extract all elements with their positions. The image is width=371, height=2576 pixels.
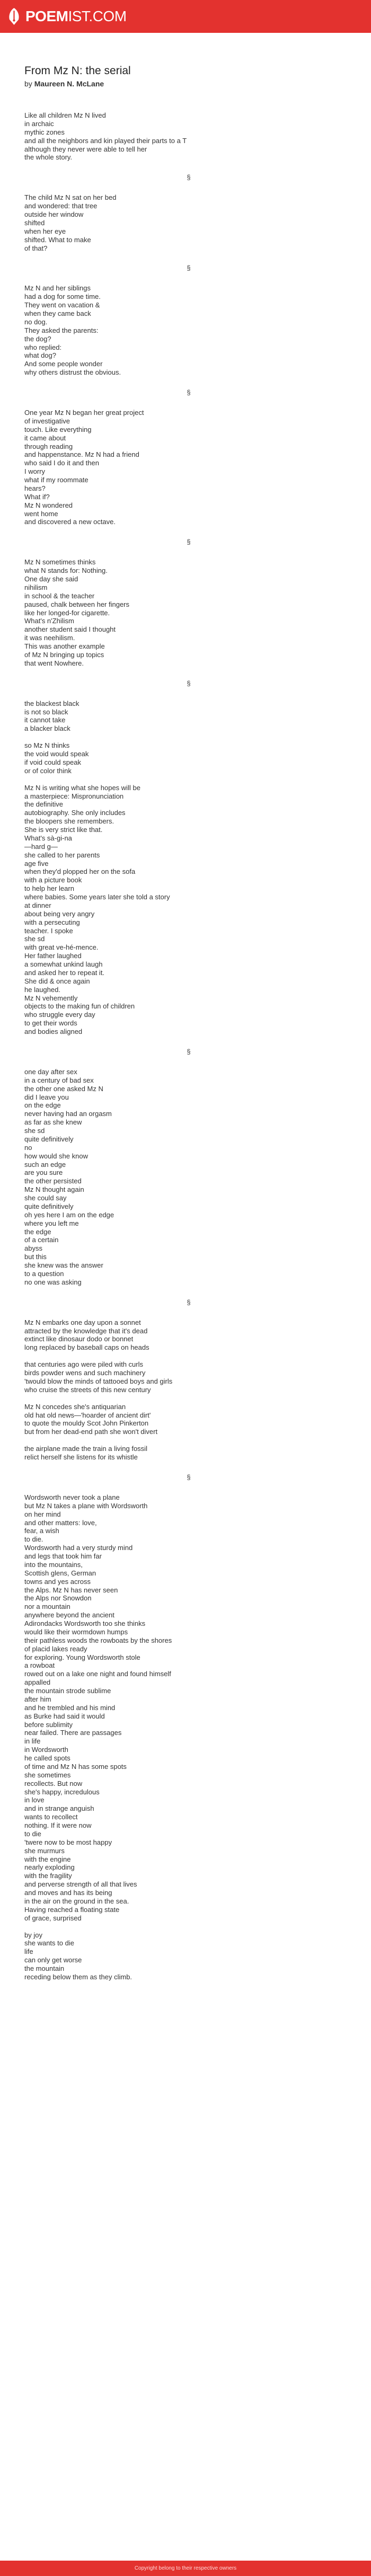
poem-line: on the edge xyxy=(24,1101,61,1110)
poem-line: towns and yes across xyxy=(24,1577,91,1586)
poem-line: She is very strict like that. xyxy=(24,826,103,834)
poem-line: Mz N is writing what she hopes will be xyxy=(24,783,140,792)
poem-line: no xyxy=(24,1143,32,1152)
poem-line: mythic zones xyxy=(24,128,65,136)
poem-line: of that? xyxy=(24,244,48,252)
poem-line: Mz N wondered xyxy=(24,501,73,509)
poem-line: did I leave you xyxy=(24,1093,69,1101)
poem-line: no one was asking xyxy=(24,1278,82,1286)
section-separator: § xyxy=(187,1473,191,1481)
quill-pen-icon xyxy=(7,7,21,25)
poem-line: in the air on the ground in the sea. xyxy=(24,1897,129,1905)
poem-line: who cruise the streets of this new century xyxy=(24,1385,151,1394)
poem-line: recollects. But now xyxy=(24,1779,83,1787)
poem-line: another student said I thought xyxy=(24,625,116,634)
poem-line: shifted xyxy=(24,218,45,227)
poem-line: but Mz N takes a plane with Wordsworth xyxy=(24,1501,148,1510)
poem-line: a rowboat xyxy=(24,1661,55,1670)
poem-line: nor a mountain xyxy=(24,1603,70,1611)
poem-line: the airplane made the train a living fossil xyxy=(24,1445,147,1453)
site-header xyxy=(0,0,371,33)
poem-line: she sd xyxy=(24,1127,45,1135)
poem-line: a blacker black xyxy=(24,724,70,733)
stanza xyxy=(24,1931,353,1981)
section-separator: § xyxy=(187,388,191,396)
poem-line: old hat old news—'hoarder of ancient dirt' xyxy=(24,1411,151,1419)
poem-line: before sublimity xyxy=(24,1720,73,1729)
stanza xyxy=(24,193,353,252)
poem-line: she could say xyxy=(24,1194,67,1202)
poem-line: he called spots xyxy=(24,1754,70,1762)
stanza xyxy=(24,700,353,733)
poem-line: of placid lakes ready xyxy=(24,1644,87,1653)
poem-line: What's n'Zhilism xyxy=(24,617,74,625)
poem-line: receding below them as they climb. xyxy=(24,1972,132,1981)
poem-line: it came about xyxy=(24,433,66,442)
poem-line: with a picture book xyxy=(24,876,82,884)
poem-line: the definitive xyxy=(24,800,63,809)
poem-line: the bloopers she remembers. xyxy=(24,817,114,826)
poem-line: and discovered a new octave. xyxy=(24,518,116,526)
poem-line: of grace, surprised xyxy=(24,1914,82,1922)
section-separator: § xyxy=(187,679,191,687)
poem-line: the edge xyxy=(24,1227,51,1236)
poem-line: who struggle every day xyxy=(24,1011,95,1019)
poem-line: what if my roommate xyxy=(24,476,89,484)
poem-line: about being very angry xyxy=(24,909,95,918)
poem-line: hears? xyxy=(24,484,46,492)
poem-line: and bodies aligned xyxy=(24,1028,83,1035)
poem-line: had a dog for some time. xyxy=(24,293,101,301)
poem-line: are you sure xyxy=(24,1169,63,1177)
poem-line: where babies. Some years later she told a story xyxy=(24,893,170,901)
poem-line: but this xyxy=(24,1253,47,1261)
poem-line: the Alps nor Snowdon xyxy=(24,1594,92,1603)
poem-line: of a certain xyxy=(24,1236,59,1244)
stanza xyxy=(24,784,353,1036)
poem-line: and all the neighbors and kin played their parts to a T xyxy=(24,136,187,145)
poem-line: Mz N vehemently xyxy=(24,994,78,1002)
poem-line: no dog. xyxy=(24,317,48,326)
poem-line: it was neehilism. xyxy=(24,634,75,642)
poem-line: through reading xyxy=(24,442,73,450)
author-name[interactable]: Maureen N. McLane xyxy=(34,79,104,88)
poem-line: the dog? xyxy=(24,334,51,343)
poem-line: relict herself she listens for its whistle xyxy=(24,1453,138,1461)
poem-line: Mz N and her siblings xyxy=(24,284,91,293)
poem-line: birds powder wens and such machinery xyxy=(24,1369,146,1377)
poem-line: but from her dead-end path she won't divert xyxy=(24,1428,158,1436)
poem-line: attracted by the knowledge that it's dead xyxy=(24,1326,148,1335)
poem-line: 'twould blow the minds of tattooed boys and girls xyxy=(24,1377,173,1385)
poem-line: and other matters: love, xyxy=(24,1518,97,1527)
site-wordmark xyxy=(25,8,127,25)
poem-line: age five xyxy=(24,859,49,867)
poem-line: it cannot take xyxy=(24,716,66,724)
poem-line: at dinner xyxy=(24,901,51,909)
poem-line: outside her window xyxy=(24,210,84,218)
poem-line: in Wordsworth xyxy=(24,1746,68,1754)
poem-line: and perverse strength of all that lives xyxy=(24,1880,137,1889)
poem-line: and in strange anguish xyxy=(24,1804,94,1813)
site-footer xyxy=(0,2561,371,2576)
poem-line: would like their wormdown humps xyxy=(24,1627,128,1636)
stanza xyxy=(24,111,353,162)
poem-line: Mz N sometimes thinks xyxy=(24,558,96,566)
poem-line: —hard g— xyxy=(24,842,58,851)
poem-line: And some people wonder xyxy=(24,360,103,368)
poem-line: She did & once again xyxy=(24,977,90,985)
poem-line: fear, a wish xyxy=(24,1527,59,1535)
poem-line: anywhere beyond the ancient xyxy=(24,1611,114,1619)
poem-line: autobiography. She only includes xyxy=(24,809,126,817)
poem-line: to quote the mouldy Scot John Pinkerton xyxy=(24,1419,149,1428)
section-separator: § xyxy=(187,173,191,182)
section-separator: § xyxy=(187,1047,191,1056)
poem-line: in school & the teacher xyxy=(24,591,95,600)
poem-line: on her mind xyxy=(24,1510,61,1518)
poem-line: The child Mz N sat on her bed xyxy=(24,193,117,202)
poem-line: to help her learn xyxy=(24,884,74,893)
poem-line: appalled xyxy=(24,1678,51,1687)
copyright-notice: Copyright belong to their respective owners xyxy=(134,2565,237,2571)
poem-line: Mz N thought again xyxy=(24,1185,84,1194)
poem-line: she wants to die xyxy=(24,1939,74,1948)
poem-line: and moves and has its being xyxy=(24,1889,112,1897)
poem-line: Her father laughed xyxy=(24,952,82,960)
poem-line: although they never were able to tell her xyxy=(24,145,147,153)
poem-line: how would she know xyxy=(24,1152,88,1160)
poem-line: a somewhat unkind laugh xyxy=(24,960,103,968)
poem-line: the mountain xyxy=(24,1964,65,1972)
poem-line: extinct like dinosaur dodo or bonnet xyxy=(24,1335,134,1343)
poem-line: can only get worse xyxy=(24,1956,82,1964)
poem-line: to a question xyxy=(24,1269,64,1278)
poem-line: of Mz N bringing up topics xyxy=(24,650,104,659)
poem-line: Having reached a floating state xyxy=(24,1905,120,1914)
poem-line: the Alps. Mz N has never seen xyxy=(24,1586,118,1594)
poem-line: with a persecuting xyxy=(24,918,80,926)
poem-line: the other persisted xyxy=(24,1177,82,1185)
stanza xyxy=(24,1318,353,1352)
poem-line: shifted. What to make xyxy=(24,235,91,244)
poem-line: never having had an orgasm xyxy=(24,1110,112,1118)
poem-line: when they came back xyxy=(24,309,91,317)
poem-line: who said I do it and then xyxy=(24,459,99,467)
poem-line: oh yes here I am on the edge xyxy=(24,1210,114,1219)
poem-line: to get their words xyxy=(24,1019,77,1028)
poem-line: when her eye xyxy=(24,227,66,235)
poem-line: he laughed. xyxy=(24,985,60,994)
poem-line: They went on vacation & xyxy=(24,301,100,309)
stanza xyxy=(24,1493,353,1923)
poem-line: and wondered: that tree xyxy=(24,202,98,210)
poem-line: that centuries ago were piled with curls xyxy=(24,1360,144,1369)
poem-line: in life xyxy=(24,1737,41,1746)
poem-line: objects to the making fun of children xyxy=(24,1002,135,1011)
stanza xyxy=(24,741,353,775)
poem-line: One year Mz N began her great project xyxy=(24,409,144,417)
brand-bold: POEM xyxy=(25,8,68,24)
poem-line: of time and Mz N has some spots xyxy=(24,1762,127,1771)
poem-line: teacher. I spoke xyxy=(24,926,73,935)
poem-line: who replied: xyxy=(24,343,62,351)
poem-line: Scottish glens, German xyxy=(24,1569,96,1577)
section-separator: § xyxy=(187,538,191,546)
poem-line: the void would speak xyxy=(24,750,89,758)
poem-line: as Burke had said it would xyxy=(24,1712,105,1720)
poem-title: From Mz N: the serial xyxy=(24,65,131,77)
poem-line: one day after sex xyxy=(24,1067,77,1076)
poem-line: wants to recollect xyxy=(24,1813,78,1821)
byline xyxy=(24,79,342,89)
poem-line: to die. xyxy=(24,1535,43,1544)
poem-line: They asked the parents: xyxy=(24,326,99,334)
poem-line: that went Nowhere. xyxy=(24,659,84,667)
poem-line: with great ve-hé-mence. xyxy=(24,943,99,952)
by-prefix: by xyxy=(24,79,32,88)
poem-line: she's happy, incredulous xyxy=(24,1787,100,1796)
section-separator: § xyxy=(187,264,191,272)
poem-line: nothing. If it were now xyxy=(24,1821,92,1829)
poem-line: she sometimes xyxy=(24,1771,71,1779)
poem-line: paused, chalk between her fingers xyxy=(24,600,130,608)
poem-line: is not so black xyxy=(24,707,68,716)
brand-light: IST.COM xyxy=(68,8,127,24)
poem-line: abyss xyxy=(24,1244,42,1253)
poem-line: I worry xyxy=(24,467,45,476)
poem-line: for exploring. Young Wordsworth stole xyxy=(24,1653,140,1661)
poem-line: 'twere now to be most happy xyxy=(24,1838,112,1846)
poem-line: in love xyxy=(24,1796,45,1804)
poem-line: nihilism xyxy=(24,583,48,591)
poem-line: such an edge xyxy=(24,1160,66,1169)
stanza xyxy=(24,1403,353,1437)
poem-line: she sd xyxy=(24,935,45,943)
poem-line: the whole story. xyxy=(24,153,73,162)
poem-line: What if? xyxy=(24,492,50,501)
poem-line: This was another example xyxy=(24,642,105,650)
poem-line: what N stands for: Nothing. xyxy=(24,566,108,575)
poem-line: by joy xyxy=(24,1931,42,1939)
poem-line: why others distrust the obvious. xyxy=(24,368,121,377)
poem-line: the mountain strode sublime xyxy=(24,1687,111,1695)
stanza xyxy=(24,1445,353,1462)
poem-line: if void could speak xyxy=(24,758,81,766)
poem-line: and legs that took him far xyxy=(24,1552,102,1560)
poem-line: after him xyxy=(24,1695,51,1703)
site-logo[interactable] xyxy=(7,7,127,26)
poem-line: the blackest black xyxy=(24,699,80,707)
poem-line: she knew was the answer xyxy=(24,1261,103,1269)
poem-line: quite definitively xyxy=(24,1135,74,1143)
poem-line: like her longed-for cigarette. xyxy=(24,608,110,617)
poem-line: Mz N embarks one day upon a sonnet xyxy=(24,1318,141,1326)
stanza xyxy=(24,558,353,667)
poem-line: Mz N concedes she's antiquarian xyxy=(24,1402,126,1411)
stanza xyxy=(24,284,353,377)
poem-line: with the fragility xyxy=(24,1872,72,1880)
stanza xyxy=(24,409,353,526)
poem-line: Adirondacks Wordsworth too she thinks xyxy=(24,1619,146,1627)
poem-line: nearly exploding xyxy=(24,1863,75,1872)
poem-line: she murmurs xyxy=(24,1846,65,1855)
poem-line: touch. Like everything xyxy=(24,425,92,433)
poem-line: life xyxy=(24,1948,33,1956)
poem-header xyxy=(24,64,342,89)
poem-line: the other one asked Mz N xyxy=(24,1084,103,1093)
stanza xyxy=(24,1360,353,1394)
poem-line: when they'd plopped her on the sofa xyxy=(24,867,136,876)
poem-line: One day she said xyxy=(24,575,78,583)
poem-line: where you left me xyxy=(24,1219,79,1227)
poem-line: near failed. There are passages xyxy=(24,1729,122,1737)
poem-line: quite definitively xyxy=(24,1202,74,1210)
section-separator: § xyxy=(187,1298,191,1306)
poem-line: she called to her parents xyxy=(24,851,100,859)
poem-line: of investigative xyxy=(24,417,70,425)
poem-line: their pathless woods the rowboats by the shores xyxy=(24,1636,172,1644)
poem-line: What's sà-gi-na xyxy=(24,834,72,842)
poem-line: and asked her to repeat it. xyxy=(24,968,105,977)
poem-line: Wordsworth never took a plane xyxy=(24,1493,120,1501)
poem-line: long replaced by baseball caps on heads xyxy=(24,1343,149,1352)
poem-line: in a century of bad sex xyxy=(24,1076,94,1084)
poem-body xyxy=(24,111,353,1981)
poem-line: and happenstance. Mz N had a friend xyxy=(24,450,139,459)
poem-line: Like all children Mz N lived xyxy=(24,111,106,119)
poem-line: a masterpiece: Mispronunciation xyxy=(24,792,124,800)
poem-line: to die xyxy=(24,1829,41,1838)
poem-line: in archaic xyxy=(24,119,54,128)
poem-line: and he trembled and his mind xyxy=(24,1703,116,1712)
poem-line: with the engine xyxy=(24,1855,71,1863)
poem-line: what dog? xyxy=(24,351,56,360)
poem-line: into the mountains, xyxy=(24,1560,83,1569)
poem-line: as far as she knew xyxy=(24,1118,82,1127)
poem-line: Wordsworth had a very sturdy mind xyxy=(24,1544,133,1552)
poem-line: so Mz N thinks xyxy=(24,741,70,750)
poem-line: or of color think xyxy=(24,766,72,775)
poem-line: rowed out on a lake one night and found himself xyxy=(24,1670,171,1678)
stanza xyxy=(24,1068,353,1287)
poem-line: went home xyxy=(24,509,58,518)
